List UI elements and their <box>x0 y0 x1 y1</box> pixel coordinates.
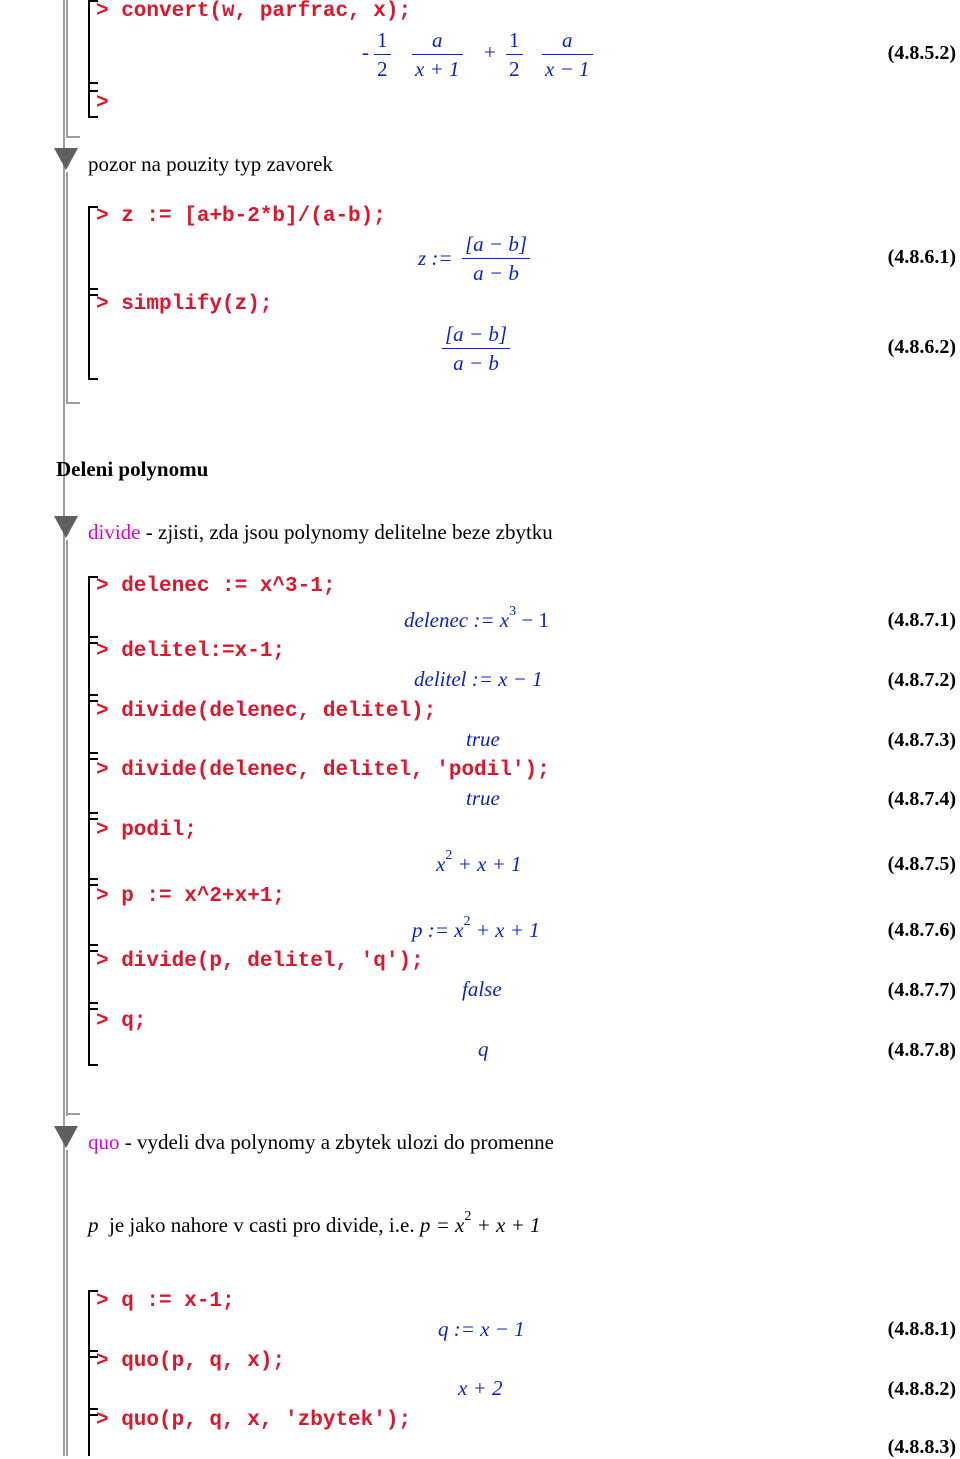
section-line <box>66 172 68 404</box>
section-end-line <box>66 1113 80 1115</box>
collapse-triangle-icon[interactable] <box>54 148 78 170</box>
bracket-tick <box>88 878 98 880</box>
equation-label: (4.8.7.2) <box>887 669 956 691</box>
output-podil: $x^2 + x + 1$ <box>436 848 522 876</box>
command-line[interactable]: > convert(w, parfrac, x); <box>96 0 412 23</box>
bracket-tick <box>88 636 98 638</box>
output-fraction: $\frac{1}{2}$ <box>506 26 523 83</box>
equation-label: (4.8.7.3) <box>887 729 956 751</box>
bracket-tick <box>88 378 98 380</box>
equation-label: (4.8.8.2) <box>887 1378 956 1400</box>
section-line <box>66 540 68 1116</box>
section-description: - vydeli dva polynomy a zbytek ulozi do promenne <box>119 1130 554 1154</box>
exec-group-bracket <box>88 576 90 1066</box>
command-line[interactable]: > simplify(z); <box>96 293 273 316</box>
command-line[interactable]: > delitel:=x-1; <box>96 640 286 663</box>
output-quo: x + 2 <box>458 1376 503 1400</box>
bracket-tick <box>88 288 98 290</box>
section-title <box>88 520 553 545</box>
output-minus: - <box>362 40 369 64</box>
bracket-tick <box>88 82 98 84</box>
output-lhs: z := <box>418 246 453 270</box>
bracket-tick <box>88 944 98 946</box>
equation-label: (4.8.8.1) <box>887 1318 956 1340</box>
command-line[interactable]: > podil; <box>96 819 197 842</box>
equation-label: (4.8.7.4) <box>887 788 956 810</box>
equation-label: (4.8.8.3) <box>887 1436 956 1458</box>
section-title: pozor na pouzity typ zavorek <box>88 152 333 176</box>
equation-label: (4.8.7.6) <box>887 919 956 941</box>
bracket-tick <box>88 694 98 696</box>
output-fraction: $\frac{[a - b]}{a - b}$ <box>462 230 530 287</box>
output-fraction: $\frac{[a - b]}{a - b}$ <box>442 320 510 377</box>
bracket-tick <box>88 116 98 118</box>
equation-label: (4.8.7.1) <box>887 609 956 631</box>
inner-section-line-1 <box>66 0 68 138</box>
exec-group-bracket <box>88 1290 90 1456</box>
bracket-tick <box>88 1064 98 1066</box>
command-line[interactable]: > quo(p, q, x, 'zbytek'); <box>96 1409 412 1432</box>
section-end-line <box>66 402 80 404</box>
output-fraction: $\frac{1}{2}$ <box>374 26 391 83</box>
section-end-line-1 <box>66 136 80 138</box>
equation-label: (4.8.6.2) <box>887 336 956 358</box>
command-line[interactable]: > q := x-1; <box>96 1290 235 1313</box>
output-delitel: delitel := x − 1 <box>414 667 543 691</box>
output-fraction: $\frac{a}{x - 1}$ <box>542 26 593 83</box>
command-line[interactable]: > p := x^2+x+1; <box>96 885 286 908</box>
section-title <box>88 1130 554 1155</box>
collapse-triangle-icon[interactable] <box>54 516 78 538</box>
exec-group-bracket <box>88 206 90 380</box>
equation-label: (4.8.7.5) <box>887 853 956 875</box>
bracket-tick <box>88 812 98 814</box>
bracket-tick <box>88 752 98 754</box>
equation-label: (4.8.7.8) <box>887 1039 956 1061</box>
bracket-tick <box>88 1002 98 1004</box>
equation-label: (4.8.5.2) <box>887 42 956 64</box>
equation-label: (4.8.6.1) <box>887 246 956 268</box>
section-line <box>66 1150 68 1456</box>
section-heading: Deleni polynomu <box>56 457 209 481</box>
keyword-divide: divide <box>88 520 141 544</box>
keyword-quo: quo <box>88 1130 120 1154</box>
command-line[interactable]: > divide(delenec, delitel, 'podil'); <box>96 759 550 782</box>
empty-prompt[interactable]: > <box>96 92 109 115</box>
exec-group-bracket <box>88 0 90 118</box>
command-line[interactable]: > z := [a+b-2*b]/(a-b); <box>96 205 386 228</box>
section-description: - zjisti, zda jsou polynomy delitelne beze zbytku <box>140 520 553 544</box>
output-true: true <box>466 727 500 751</box>
output-q: q <box>478 1037 489 1061</box>
note-line: p je jako nahore v casti pro divide, i.e. $p = x^2 + x + 1$ <box>88 1209 541 1237</box>
command-line[interactable]: > divide(delenec, delitel); <box>96 700 437 723</box>
command-line[interactable]: > quo(p, q, x); <box>96 1350 286 1373</box>
output-plus: + <box>484 40 496 64</box>
outer-section-line <box>63 0 65 1456</box>
output-fraction: $\frac{a}{x + 1}$ <box>412 26 463 83</box>
collapse-triangle-icon[interactable] <box>54 1126 78 1148</box>
output-q-assign: q := x − 1 <box>438 1317 525 1341</box>
command-line[interactable]: > divide(p, delitel, 'q'); <box>96 950 424 973</box>
command-line[interactable]: > delenec := x^3-1; <box>96 575 336 598</box>
equation-label: (4.8.7.7) <box>887 979 956 1001</box>
command-line[interactable]: > q; <box>96 1010 147 1033</box>
output-true: true <box>466 786 500 810</box>
output-false: false <box>462 977 502 1001</box>
output-p: p := $x^2 + x + 1$ <box>412 914 540 942</box>
output-delenec: delenec := $x^3 - 1$ <box>404 604 549 632</box>
